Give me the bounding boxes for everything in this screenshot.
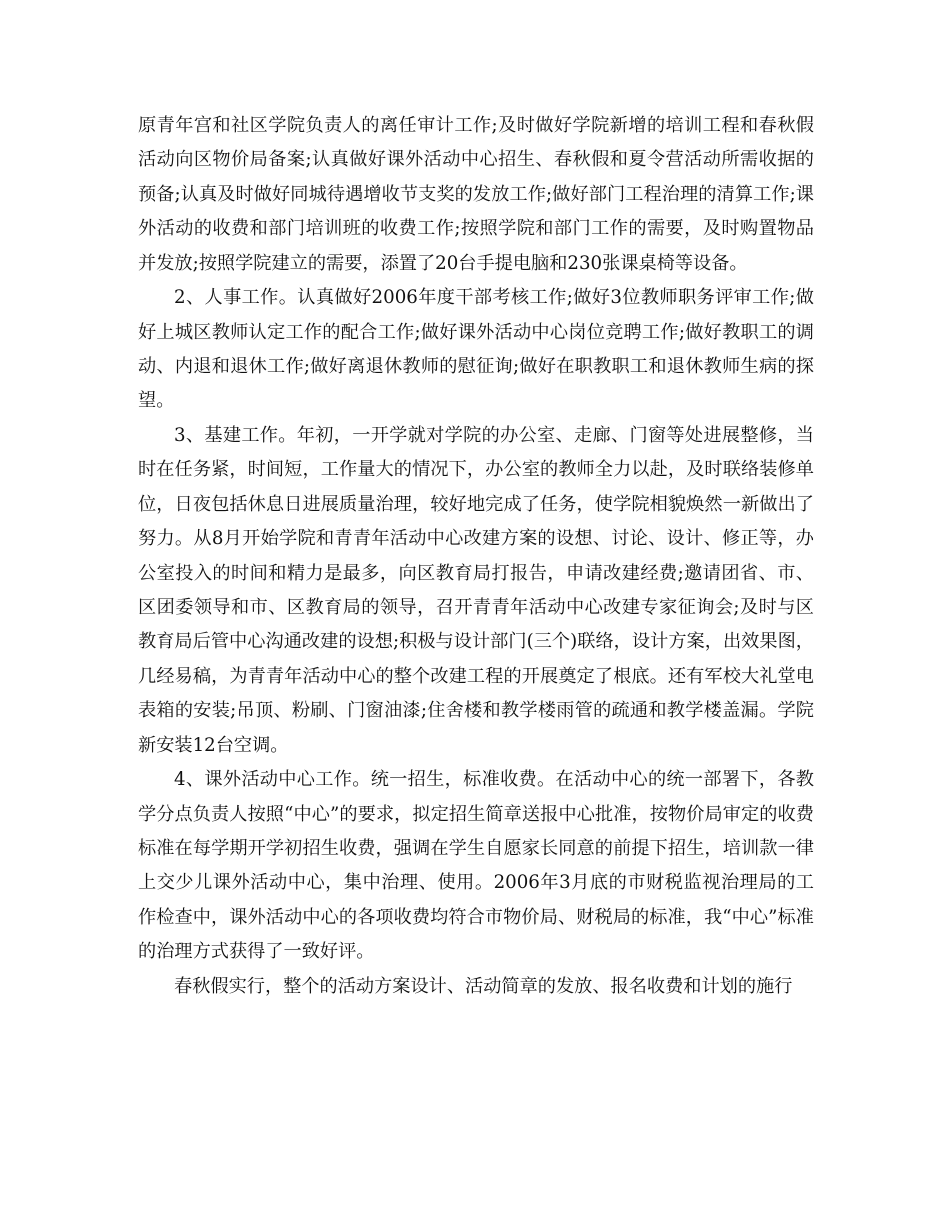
document-body <box>138 109 814 1004</box>
paragraph-extracurricular-center-work: 4、课外活动中心工作。统一招生，标准收费。在活动中心的统一部署下，各教学分点负责人按照“中心”的要求，拟定招生简章送报中心批准，按物价局审定的收费标准在每学期开学初招生收费，强调在学生自愿家长同意的前提下招生，培训款一律上交少儿课外活动中心，集中治理、使用。2006年3月底的市财税监视治理局的工作检查中，课外活动中心的各项收费均符合市物价局、财税局的标准，我“中心”标准的治理方式获得了一致好评。 <box>138 769 814 963</box>
paragraph-continuation: 原青年宫和社区学院负责人的离任审计工作;及时做好学院新增的培训工程和春秋假活动向区物价局备案;认真做好课外活动中心招生、春秋假和夏令营活动所需收据的预备;认真及时做好同城待遇增收节支奖的发放工作;做好部门工程治理的清算工作;课外活动的收费和部门培训班的收费工作;按照学院和部门工作的需要，及时购置物品并发放;按照学院建立的需要，添置了20台手提电脑和230张课桌椅等设备。 <box>138 115 814 274</box>
paragraph-spring-autumn-break: 春秋假实行，整个的活动方案设计、活动简章的发放、报名收费和计划的施行 <box>174 975 793 997</box>
paragraph-infrastructure-work: 3、基建工作。年初，一开学就对学院的办公室、走廊、门窗等处进展整修，当时在任务紧，时间短，工作量大的情况下，办公室的教师全力以赴，及时联络装修单位，日夜包括休息日进展质量治理，较好地完成了任务，使学院相貌焕然一新做出了努力。从8月开始学院和青青年活动中心改建方案的设想、讨论、设计、修正等，办公室投入的时间和精力是最多，向区教育局打报告，申请改建经费;邀请团省、市、区团委领导和市、区教育局的领导，召开青青年活动中心改建专家征询会;及时与区教育局后管中心沟通改建的设想;积极与设计部门(三个)联络，设计方案，出效果图，几经易稿，为青青年活动中心的整个改建工程的开展奠定了根底。还有军校大礼堂电表箱的安装;吊顶、粉刷、门窗油漆;住舍楼和教学楼雨管的疏通和教学楼盖漏。学院新安装12台空调。 <box>138 424 814 756</box>
paragraph-personnel-work: 2、人事工作。认真做好2006年度干部考核工作;做好3位教师职务评审工作;做好上城区教师认定工作的配合工作;做好课外活动中心岗位竞聘工作;做好教职工的调动、内退和退休工作;做好离退休教师的慰征询;做好在职教职工和退休教师生病的探望。 <box>138 287 814 412</box>
